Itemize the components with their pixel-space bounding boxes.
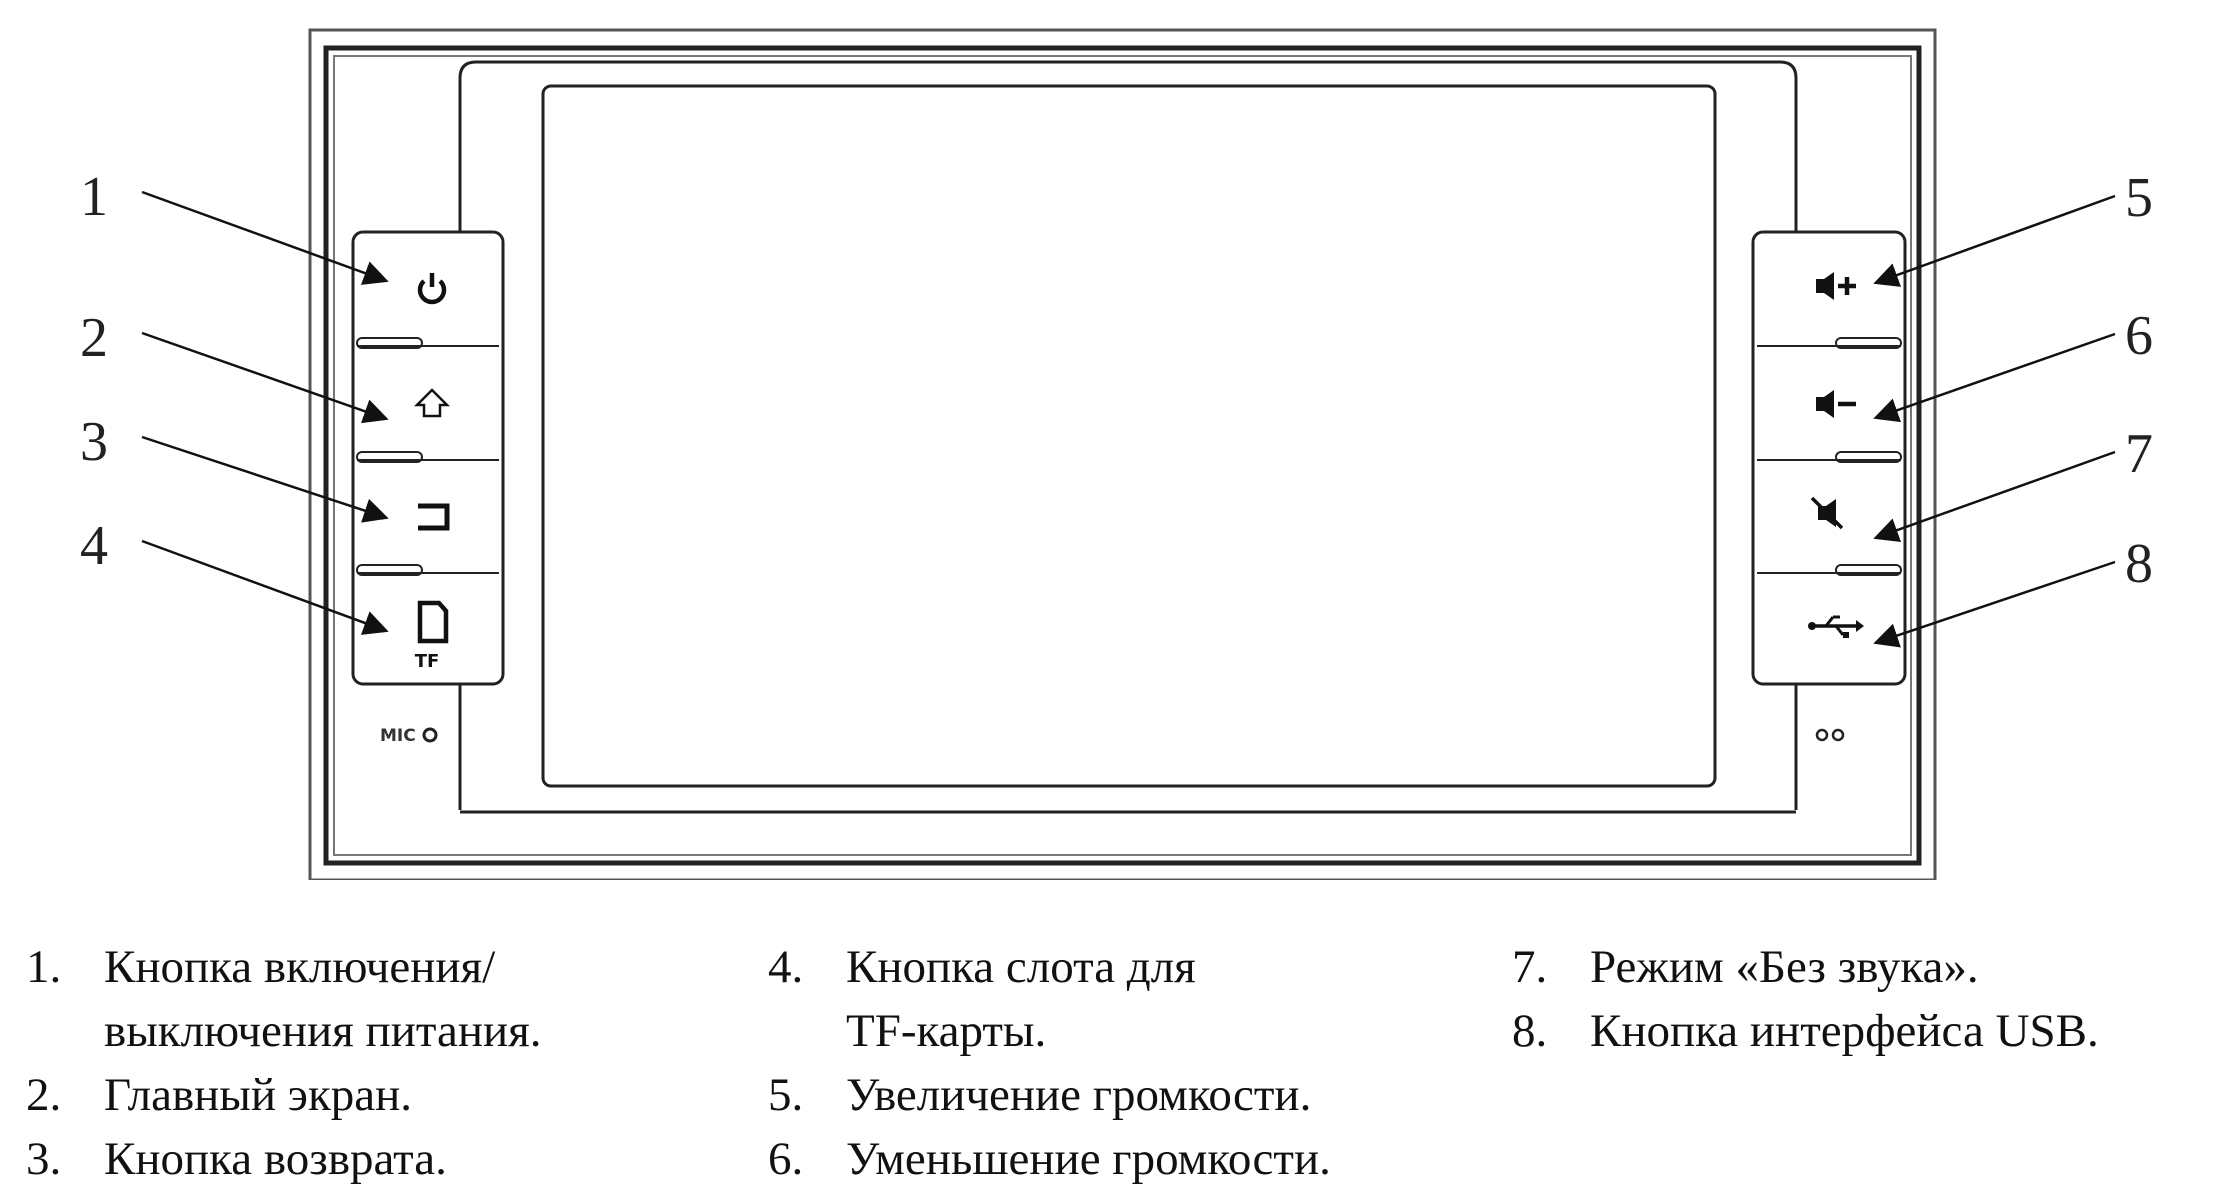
legend-item-5 [768, 1063, 1331, 1127]
legend-item-8 [1512, 999, 2099, 1063]
legend-text-line: Кнопка включения/ [104, 941, 496, 993]
legend-number: 7. [1512, 941, 1548, 993]
main-screen [543, 86, 1715, 786]
legend-number: 4. [768, 941, 804, 993]
mic-label: MIC [380, 726, 416, 746]
right-button-panel [1753, 232, 1905, 684]
mic-hole-icon [424, 729, 436, 741]
legend-text-line: Кнопка возврата. [104, 1133, 447, 1185]
legend-number: 2. [26, 1069, 62, 1121]
legend-text-line: выключения питания. [104, 1005, 542, 1057]
callout-7: 7 [2125, 423, 2153, 485]
callout-2: 2 [80, 307, 108, 369]
sensor-holes [1817, 730, 1843, 740]
legend-column-3 [1512, 935, 2099, 1063]
legend-item-1 [26, 935, 542, 1063]
legend-text-line: TF-карты. [846, 1005, 1047, 1057]
legend-number: 3. [26, 1133, 62, 1185]
legend-number: 5. [768, 1069, 804, 1121]
tf-label: TF [414, 651, 440, 672]
legend-text-line: Кнопка слота для [846, 941, 1196, 993]
legend-text-line: Уменьшение громкости. [846, 1133, 1331, 1185]
legend-number: 1. [26, 941, 62, 993]
legend-item-3 [26, 1127, 542, 1191]
legend-item-7 [1512, 935, 2099, 999]
callout-5: 5 [2125, 167, 2153, 229]
legend-text-line: Кнопка интерфейса USB. [1590, 1005, 2099, 1057]
callout-4: 4 [80, 515, 108, 577]
legend [0, 935, 2220, 1203]
legend-item-2 [26, 1063, 542, 1127]
callout-3: 3 [80, 411, 108, 473]
legend-number: 8. [1512, 1005, 1548, 1057]
callout-1: 1 [80, 166, 108, 228]
legend-column-2 [768, 935, 1331, 1191]
legend-text-line: Режим «Без звука». [1590, 941, 1979, 993]
legend-number: 6. [768, 1133, 804, 1185]
legend-item-6 [768, 1127, 1331, 1191]
legend-column-1 [26, 935, 542, 1191]
callout-6: 6 [2125, 305, 2153, 367]
callout-lines-left [142, 192, 384, 630]
legend-text-line: Главный экран. [104, 1069, 413, 1121]
mic-indicator [380, 726, 436, 746]
callout-8: 8 [2125, 533, 2153, 595]
legend-item-4 [768, 935, 1331, 1063]
callout-lines-right [1878, 196, 2115, 642]
legend-text-line: Увеличение громкости. [846, 1069, 1312, 1121]
